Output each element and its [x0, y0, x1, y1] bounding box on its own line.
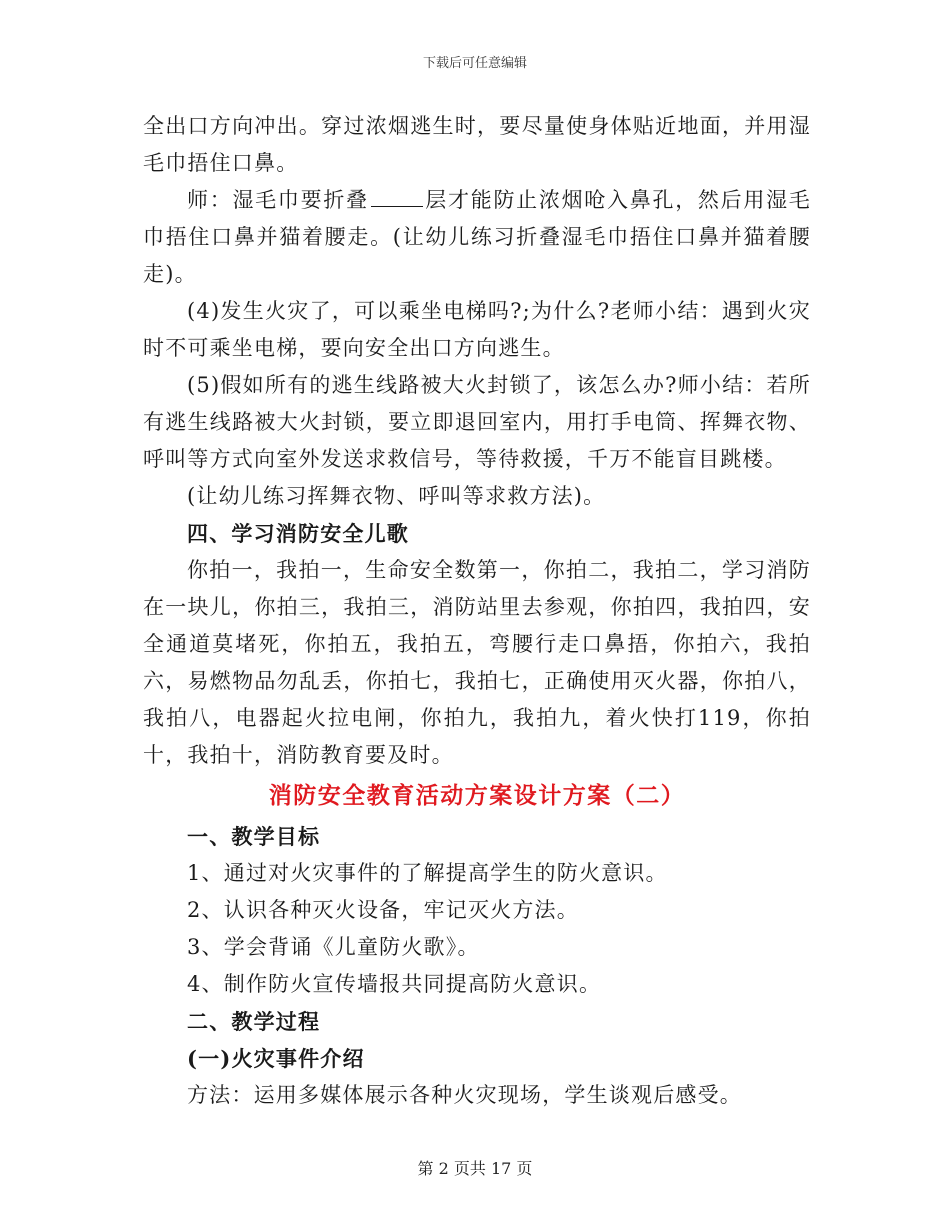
paragraph-practice-signal: (让幼儿练习挥舞衣物、呼叫等求救方法)。: [187, 484, 606, 508]
subheading-fire-events: (一)火灾事件介绍: [187, 1046, 365, 1071]
heading-teaching-goals: 一、教学目标: [187, 824, 321, 849]
fill-in-blank: [371, 188, 423, 207]
paragraph-elevator: (4)发生火灾了，可以乘坐电梯吗?;为什么?老师小结：遇到火灾时不可乘坐电梯，要向安全出口方向逃生。: [143, 299, 811, 360]
paragraph-wet-towel: [143, 182, 811, 293]
paragraph-escape-exit: 全出口方向冲出。穿过浓烟逃生时，要尽量使身体贴近地面，并用湿毛巾捂住口鼻。: [143, 114, 811, 175]
page-footer: 第 2 页共 17 页: [417, 1159, 533, 1178]
heading-teaching-process: 二、教学过程: [187, 1009, 321, 1034]
paragraph-fire-safety-rhyme: 你拍一，我拍一，生命安全数第一，你拍二，我拍二，学习消防在一块儿，你拍三，我拍三，消防站里去参观，你拍四，我拍四，安全通道莫堵死，你拍五，我拍五，弯腰行走口鼻捂，你拍六，我拍六，易燃物品勿乱丢，你拍七，我拍七，正确使用灭火器，你拍八，我拍八，电器起火拉电闸，你拍九，我拍九，着火快打119，你拍十，我拍十，消防教育要及时。: [143, 558, 811, 767]
document-body: [143, 108, 811, 1114]
section-title: 消防安全教育活动方案设计方案（二）: [268, 782, 686, 809]
page-header: 下载后可任意编辑: [422, 56, 527, 71]
goal-item: 1、通过对火灾事件的了解提高学生的防火意识。: [187, 861, 668, 885]
goal-item: 3、学会背诵《儿童防火歌》。: [187, 935, 480, 959]
goal-item: 2、认识各种灭火设备，牢记灭火方法。: [187, 898, 579, 922]
heading-learn-song: 四、学习消防安全儿歌: [187, 521, 409, 546]
paragraph-method: 方法：运用多媒体展示各种火灾现场，学生谈观后感受。: [187, 1083, 742, 1107]
goal-item: 4、制作防火宣传墙报共同提高防火意识。: [187, 972, 602, 996]
wet-towel-text-before: 师：湿毛巾要折叠: [187, 188, 369, 212]
wet-towel-text-after: 层才能防止浓烟呛入鼻孔，然后用湿毛巾捂住口鼻并猫着腰走。(让幼儿练习折叠湿毛巾捂住口鼻并猫着腰走)。: [143, 188, 811, 286]
paragraph-blocked-routes: (5)假如所有的逃生线路被大火封锁了，该怎么办?师小结：若所有逃生线路被大火封锁，要立即退回室内，用打手电筒、挥舞衣物、呼叫等方式向室外发送求救信号，等待救援，千万不能盲目跳楼。: [143, 373, 811, 471]
